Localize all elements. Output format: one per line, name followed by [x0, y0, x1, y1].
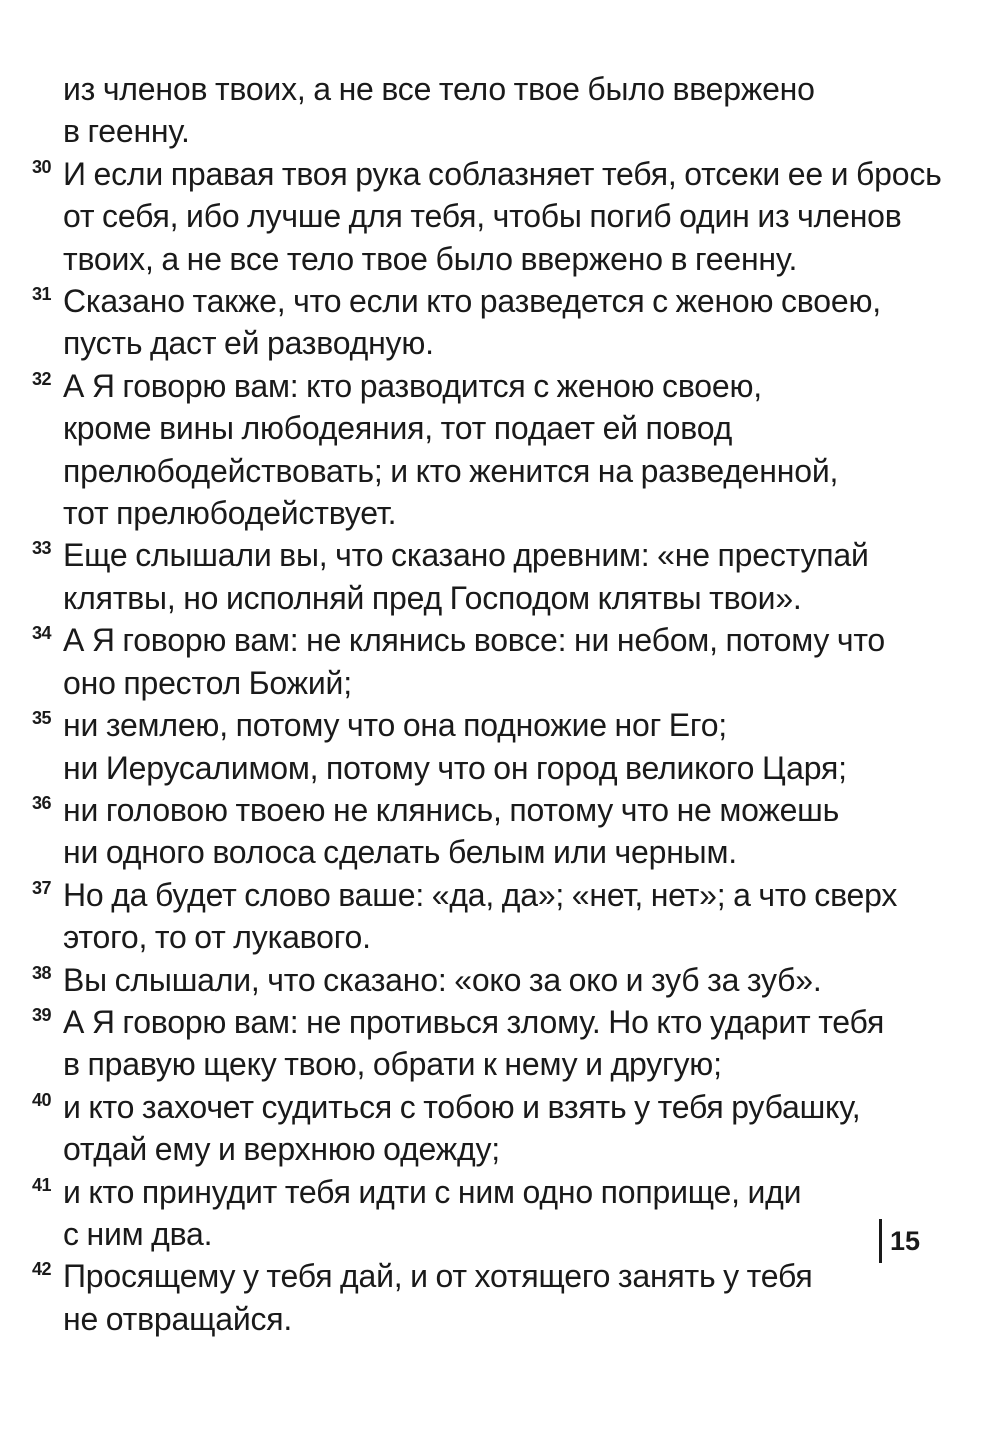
verse-line: оно престол Божий;	[63, 664, 352, 701]
verse-paragraph	[30, 704, 930, 789]
verse-number: 30	[32, 156, 52, 177]
verse-line: и кто принудит тебя идти с ним одно поприще, иди	[63, 1173, 802, 1210]
verse-number: 31	[32, 284, 52, 305]
verse-line: А Я говорю вам: кто разводится с женою своею,	[63, 367, 762, 404]
verse-line: кроме вины любодеяния, тот подает ей повод	[63, 410, 733, 447]
verse-number: 33	[32, 538, 52, 559]
verse-line: твоих, а не все тело твое было ввержено в геенну.	[63, 240, 798, 277]
verse-line: этого, то от лукавого.	[63, 919, 371, 956]
verse-paragraph	[30, 959, 930, 1001]
scripture-text-block	[30, 68, 942, 1340]
verse-line: ни одного волоса сделать белым или черным.	[63, 834, 737, 871]
verse-paragraph	[30, 1255, 930, 1340]
verse-number: 32	[32, 368, 52, 389]
verse-line: Просящему у тебя дай, и от хотящего занять у тебя	[63, 1258, 813, 1295]
verse-line: Еще слышали вы, что сказано древним: «не преступай	[63, 537, 869, 574]
verse-paragraph	[30, 1171, 930, 1256]
verse-number: 42	[32, 1259, 52, 1280]
verse-line: ни головою твоею не клянись, потому что не можешь	[63, 791, 840, 828]
footer-divider	[879, 1219, 882, 1263]
verse-line: А Я говорю вам: не клянись вовсе: ни небом, потому что	[63, 622, 886, 659]
verse-paragraph	[30, 365, 930, 535]
verse-line: тот прелюбодействует.	[63, 495, 397, 532]
verse-line: из членов твоих, а не все тело твое было ввержено	[63, 71, 815, 107]
page-footer	[879, 1218, 920, 1264]
verse-number: 34	[32, 623, 52, 644]
verse-line: ни Иерусалимом, потому что он город великого Царя;	[63, 749, 847, 786]
verse-paragraph	[30, 874, 930, 959]
verse-line: А Я говорю вам: не противься злому. Но кто ударит тебя	[63, 1003, 885, 1040]
verse-paragraph	[30, 280, 930, 365]
verse-paragraph	[30, 1086, 930, 1171]
verse-paragraph	[30, 619, 930, 704]
verse-line: не отвращайся.	[63, 1300, 293, 1337]
verse-number: 35	[32, 708, 52, 729]
verse-paragraph	[30, 1001, 930, 1086]
verse-line: от себя, ибо лучше для тебя, чтобы погиб один из членов	[63, 198, 902, 235]
verse-line: прелюбодействовать; и кто женится на разведенной,	[63, 452, 839, 489]
verse-line: ни землею, потому что она подножие ног Его;	[63, 707, 727, 744]
page-number: 15	[889, 1226, 920, 1256]
verse-number: 37	[32, 877, 52, 898]
verse-number: 36	[32, 792, 52, 813]
verse-line: Сказано также, что если кто разведется с женою своею,	[63, 283, 881, 320]
verse-line: в правую щеку твою, обрати к нему и другую;	[63, 1046, 722, 1083]
verse-number: 38	[32, 962, 52, 983]
verse-paragraph	[30, 789, 930, 874]
verse-line: в геенну.	[63, 113, 190, 150]
verse-line: и кто захочет судиться с тобою и взять у тебя рубашку,	[63, 1088, 861, 1125]
verse-line: с ним два.	[63, 1215, 213, 1252]
verse-line: Вы слышали, что сказано: «око за око и зуб за зуб».	[63, 961, 822, 998]
verse-number: 39	[32, 1004, 52, 1025]
verse-line: пусть даст ей разводную.	[63, 325, 434, 362]
verse-paragraph	[30, 68, 930, 153]
verse-paragraph	[30, 534, 930, 619]
verse-line: И если правая твоя рука соблазняет тебя, отсеки ее и брось	[63, 155, 942, 192]
verse-number: 41	[32, 1174, 52, 1195]
verse-line: отдай ему и верхнюю одежду;	[63, 1131, 500, 1168]
verse-line: клятвы, но исполняй пред Господом клятвы твои».	[63, 579, 802, 616]
verse-paragraph	[30, 153, 942, 280]
verse-line: Но да будет слово ваше: «да, да»; «нет, нет»; а что сверх	[63, 876, 898, 913]
verse-number: 40	[32, 1089, 52, 1110]
